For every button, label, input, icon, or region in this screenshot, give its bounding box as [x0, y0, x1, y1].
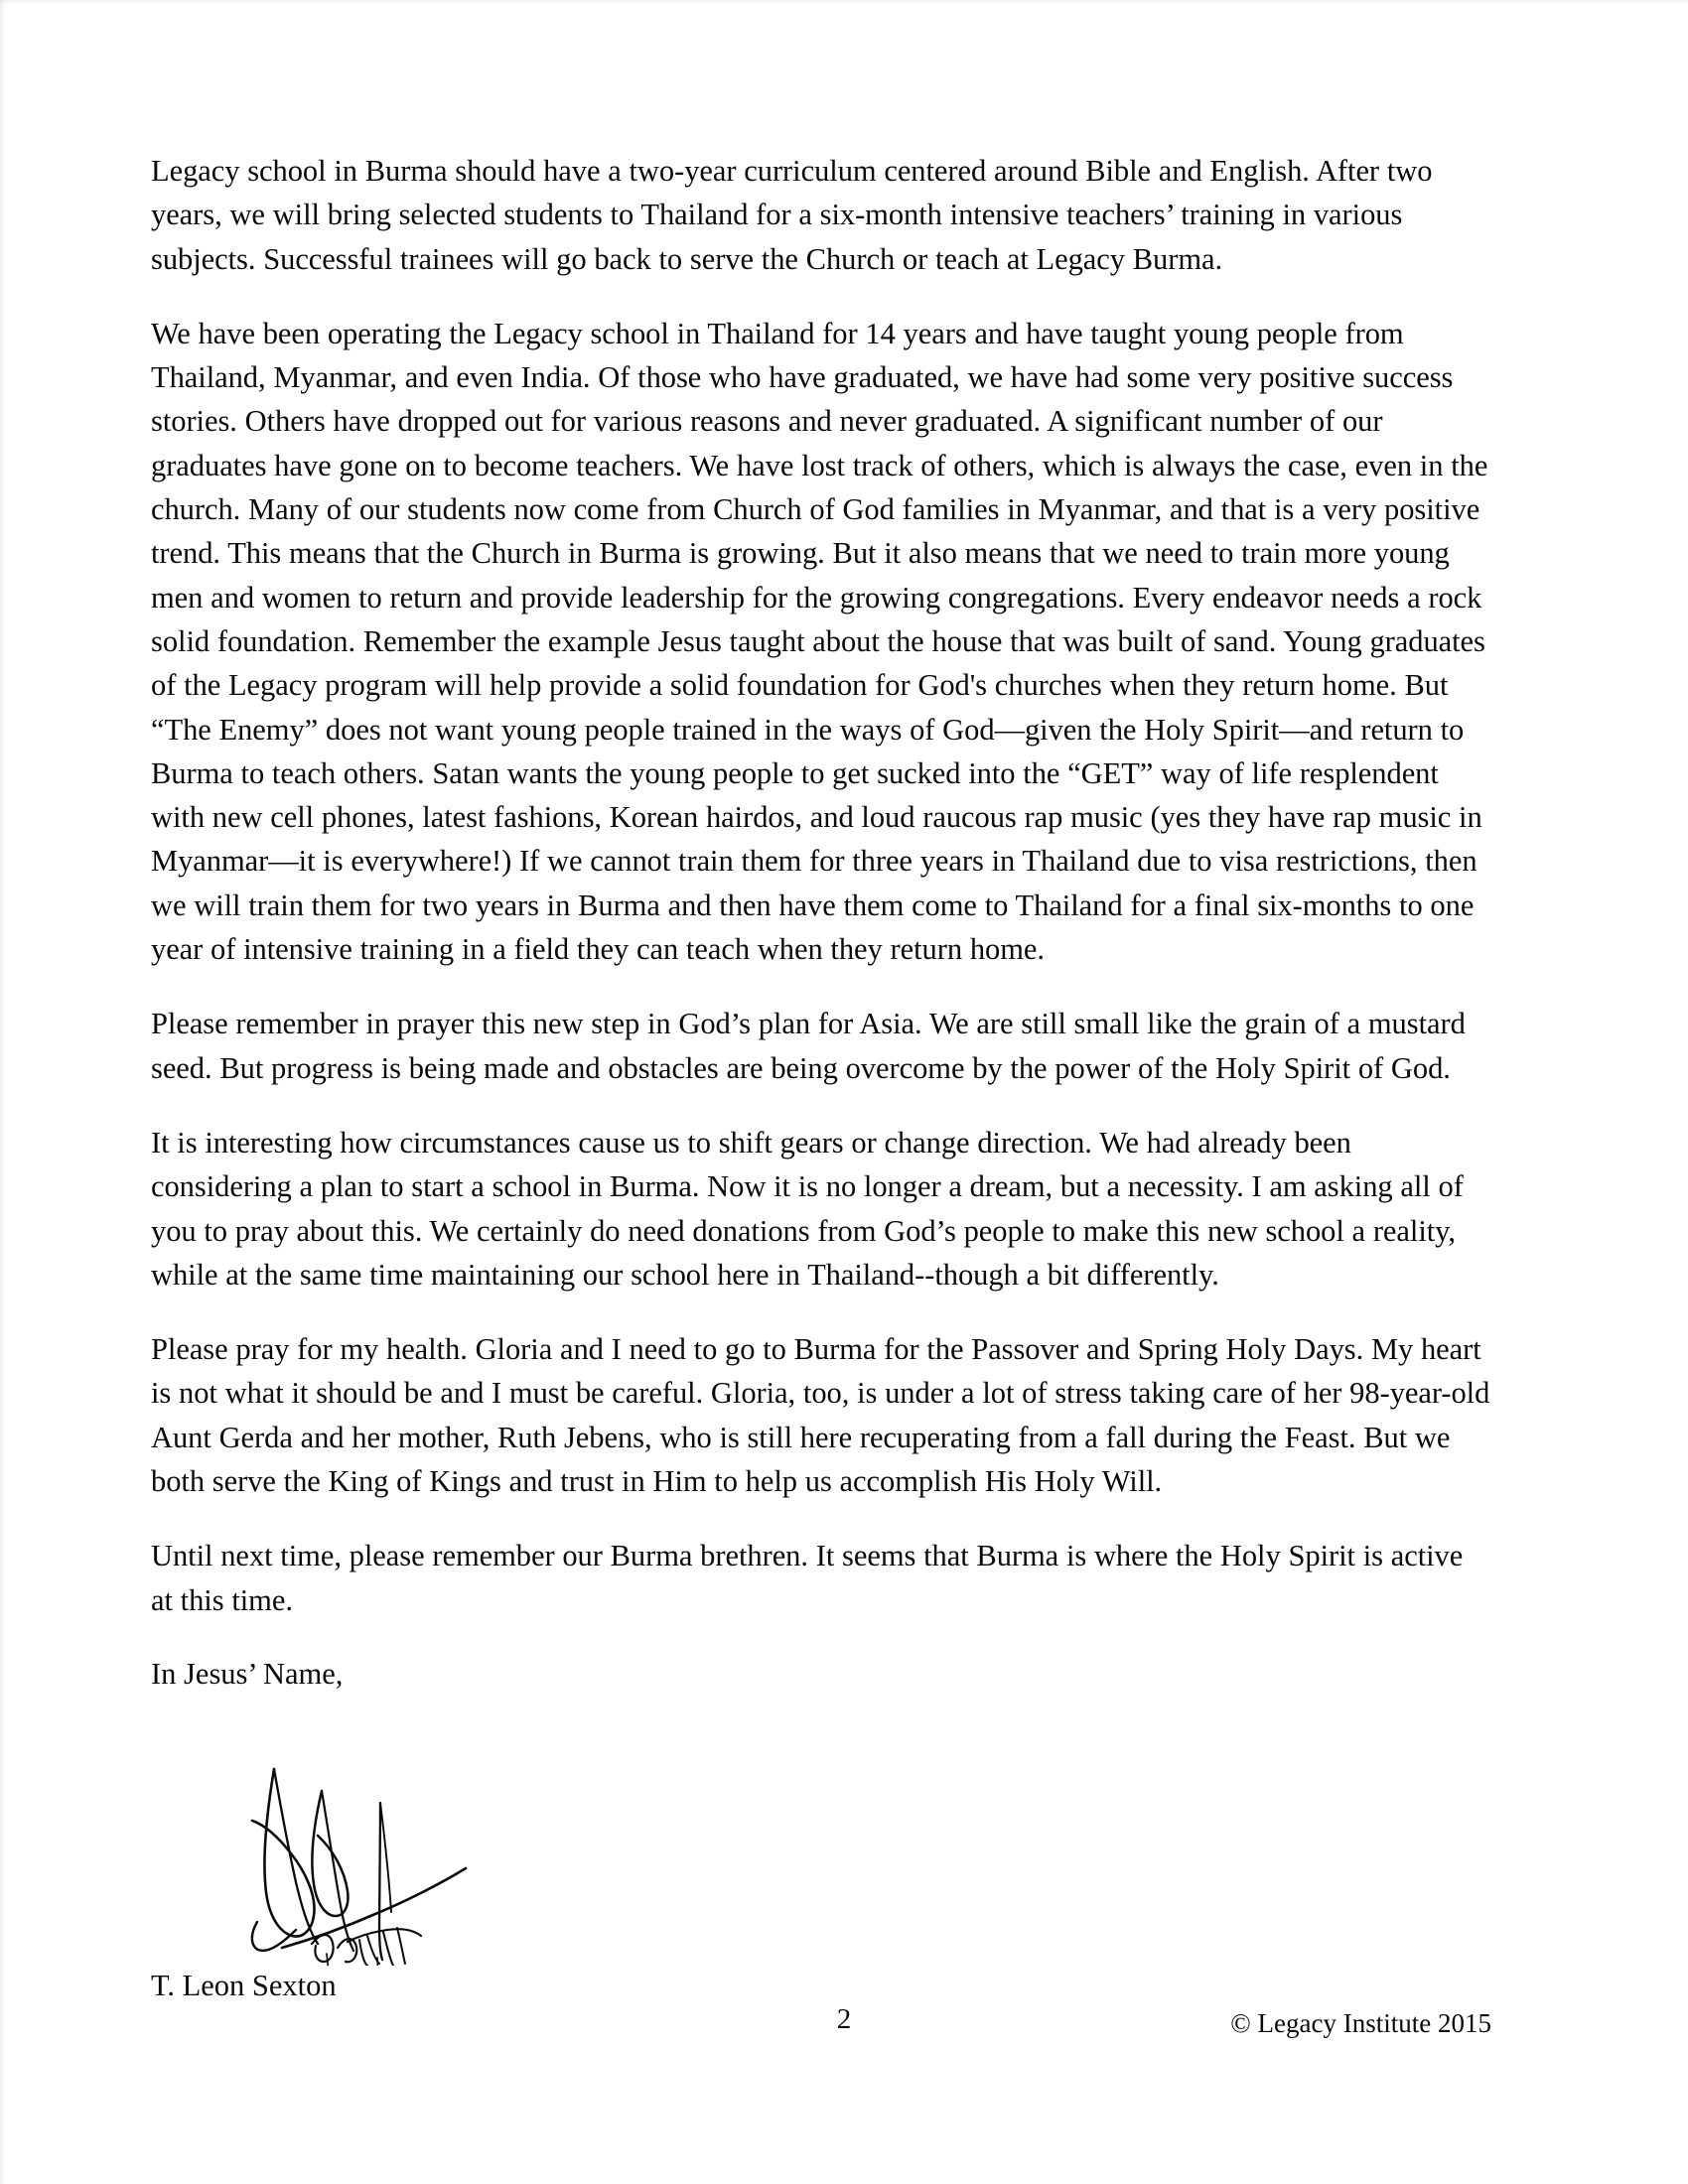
page-number: 2 [836, 2003, 852, 2035]
scan-edge-shadow-left [0, 0, 6, 2184]
paragraph: Legacy school in Burma should have a two-year curriculum centered around Bible and English. After two years, we will bring selected students to Thailand for a six-month intensive teachers’ training in various subjects. Successful trainees will go back to serve the Church or teach at Legacy Burma. [151, 154, 1433, 276]
handwritten-signature-icon [163, 1698, 580, 1966]
letter-body [151, 149, 1491, 2049]
paragraph: It is interesting how circumstances cause us to shift gears or change direction. We had already been considering a plan to start a school in Burma. Now it is no longer a dream, but a necessity. I am asking all of you to pray about this. We certainly do need donations from God’s people to make this new school a reality, while at the same time maintaining our school here in Thailand--though a bit differently. [151, 1125, 1464, 1292]
paragraph: We have been operating the Legacy school in Thailand for 14 years and have taught young people from Thailand, Myanmar, and even India. Of those who have graduated, we have had some very positive success stories. Others have dropped out for various reasons and never graduated. A significant number of our graduates have gone on to become teachers. We have lost track of others, which is always the case, even in the church. Many of our students now come from Church of God families in Myanmar, and that is a very positive trend. This means that the Church in Burma is growing. But it also means that we need to train more young men and women to return and provide leadership for the growing congregations. Every endeavor needs a rock solid foundation. Remember the example Jesus taught about the house that was built of sand. Young graduates of the Legacy program will help provide a solid foundation for God's churches when they return home. But “The Enemy” does not want young people trained in the ways of God—given the Holy Spirit—and return to Burma to teach others. Satan wants the young people to get sucked into the “GET” way of life resplendent with new cell phones, latest fashions, Korean hairdos, and loud raucous rap music (yes they have rap music in Myanmar—it is everywhere!) If we cannot train them for three years in Thailand due to visa restrictions, then we will train them for two years in Burma and then have them come to Thailand for a final six-months to one year of intensive training in a field they can teach when they return home. [151, 316, 1488, 967]
signer-name: T. Leon Sexton [151, 1969, 337, 2003]
closing-salutation: In Jesus’ Name, [151, 1656, 344, 1691]
paragraph: Please pray for my health. Gloria and I need to go to Burma for the Passover and Spring Holy Days. My heart is not what it should be and I must be careful. Gloria, too, is under a lot of stress taking care of her 98-year-old Aunt Gerda and her mother, Ruth Jebens, who is still here recuperating from a fall during the Feast. But we both serve the King of Kings and trust in Him to help us accomplish His Holy Will. [151, 1332, 1490, 1499]
paragraph: Please remember in prayer this new step in God’s plan for Asia. We are still small like the grain of a mustard seed. But progress is being made and obstacles are being overcome by the power of the Holy Spirit of God. [151, 1007, 1466, 1085]
copyright-notice: © Legacy Institute 2015 [1230, 2008, 1491, 2039]
signature-block [151, 1698, 1491, 1966]
scan-edge-shadow-top [0, 0, 1688, 5]
paragraph: Until next time, please remember our Burma brethren. It seems that Burma is where the Holy Spirit is active at this time. [151, 1539, 1464, 1617]
